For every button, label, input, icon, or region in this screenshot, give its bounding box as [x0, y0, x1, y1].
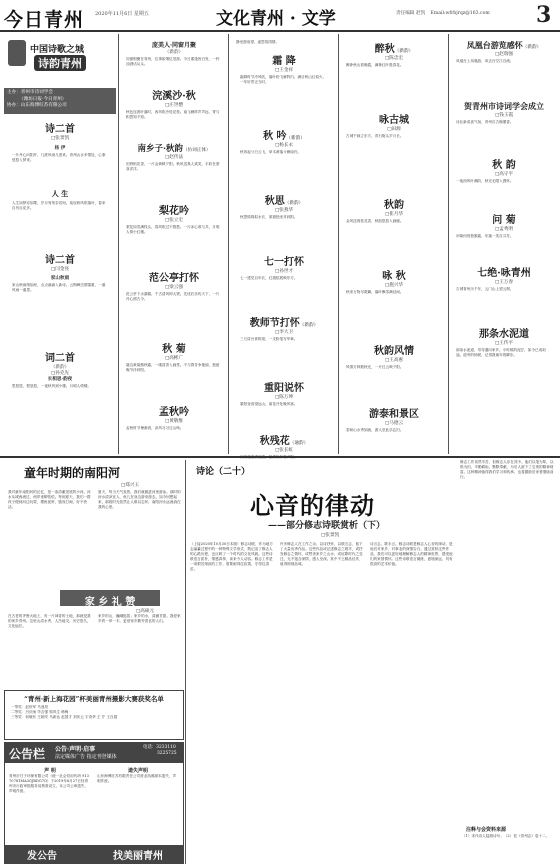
host-org: 青州市诗词学会	[20, 90, 53, 95]
poem-body: 古城千载立东方，青石街头岁月长。	[346, 134, 404, 138]
column-divider	[228, 34, 229, 454]
footer-left: 发公告	[27, 851, 57, 862]
column-5	[452, 40, 556, 450]
logo-subtitle: 诗韵青州	[34, 55, 86, 71]
classified-title: 公告栏	[9, 747, 46, 761]
poem-body: 泰和山水秀如画，游人至此乐忘归。	[346, 428, 404, 432]
poem-author: □张景凯	[50, 136, 70, 141]
poem-subtitle: 家山秋雨	[50, 276, 70, 281]
editor-info: 责任编辑 赵凯 Email:wfrbjrqz@163.com	[396, 11, 490, 16]
essay2-author: □高硕元	[135, 609, 155, 614]
column-divider	[338, 34, 339, 454]
poem-title: 秋韵风情	[374, 346, 414, 357]
poem-author: □孙世才	[274, 269, 294, 274]
poem-body: 诗社新成喜气扬，青州自古翰墨香。	[456, 120, 514, 124]
poem-subtitle: □孙克先	[50, 371, 70, 376]
poem-title: 词二首	[45, 353, 75, 364]
poem-body: 秋思绵绵似水长，寒窗独坐对斜阳。	[240, 215, 298, 219]
classified-footer	[5, 845, 183, 863]
article-column: 诗言志，歌永言。修志诗联是修志人心音的律动，是他们对家乡、对事业的深情告白。通过赏析这些作品，我们可以更好地理解修志人的精神世界，感受他们的家国情怀。这些诗联语言凝练，意境深远，具有很高的艺术价值。	[370, 542, 453, 566]
series-label: 诗论（二十）	[196, 467, 251, 477]
support-org: 山东海博旺苏有限公司	[20, 103, 67, 108]
poem-subtitle: 杨 伊	[54, 146, 66, 151]
column-divider	[448, 34, 449, 454]
poem-title: 梨花吟	[159, 206, 189, 217]
poem-body: 同窗相聚在青州，往事如烟忆旧游。今日重逢皆白发，一杯浊酒话从头。	[126, 57, 220, 66]
poem-body: 古城青州历千年，云门山上望云烟。	[456, 287, 514, 291]
poem-body: 孟秋时节暑渐消，凉风习习过山坳。	[126, 426, 184, 430]
poem-body: 七一建党百年长，红旗招展映东方。	[240, 276, 298, 280]
poem-author: （新韵）	[50, 365, 70, 370]
poem-author: □高守平	[494, 172, 514, 177]
column-2	[122, 40, 226, 450]
masthead-date: 2020年11月6日 星期五	[95, 11, 149, 17]
column-4	[342, 40, 446, 450]
essay-body: 我对童年南阳河的记忆，是一条清澈见底的小河。河水从城西流过，两岸垂柳依依。每到夏天，我们一群孩子便到河边玩耍，摸鱼捉虾，嬉戏打闹，好不快活。	[8, 490, 91, 509]
poem-author: □崔月华	[384, 212, 404, 217]
essay2-body: 在古老的齐鲁大地上，有一片神奇的土地，那就是我的家乡青州。这里山清水秀，人杰地灵，历史悠久，文化灿烂。	[8, 614, 91, 628]
poem-body: 风情万种数秋光，一片红云映夕阳。	[346, 365, 404, 369]
poem-author: □陈忠宏	[384, 56, 404, 61]
classified-sub2: 法定媒体广告 指定刊登媒体	[55, 754, 117, 760]
poem-author: □高彬广	[164, 356, 184, 361]
poem-title: 秋思（新韵）	[264, 196, 304, 207]
poem-title: 南乡子·秋韵（仿词正体）	[137, 144, 211, 154]
poem-body: 金风送爽桂花香，秋韵悠悠入画廊。	[346, 219, 404, 223]
poem-author: □王高惠	[384, 358, 404, 363]
masthead-name: 今日青州	[4, 9, 85, 31]
column-3	[232, 40, 336, 453]
poem-author: □黄敬维	[164, 419, 184, 424]
poem-body: 凤凰台上凤凰游，凤去台空江自流。	[456, 59, 514, 63]
poem-author: □杨长永	[274, 143, 294, 148]
essay2-title: 家 乡 礼 赞	[84, 597, 136, 608]
notice-2-title: 遗失声明	[127, 768, 148, 774]
poem-title: 孟秋吟	[159, 407, 189, 418]
poem-title: 庞美人·同窗月聚	[151, 42, 197, 49]
notice-title: “青州·新上海花园”杯美丽青州摄影大赛获奖名单	[24, 695, 164, 703]
poem-author: □闫金亮	[50, 267, 70, 272]
notice-1-title: 声 明	[44, 768, 56, 774]
poem-title: 秋 吟（新韵）	[263, 131, 305, 142]
poem-body: 霜降时节冷风吹，落叶纷飞雁阵归。满目秋山红似火，一年好景正当时。	[240, 75, 327, 84]
poem-title: 重阳说怀	[264, 383, 304, 394]
poem-author: □张立宏	[164, 218, 184, 223]
classified-phone: 电话：3233110 3225725	[143, 745, 177, 756]
article-headline: 心音的律动	[250, 491, 375, 520]
poem-body: 秋来万物尽斑斓，落叶飘零满径间。	[346, 290, 404, 294]
poem-body: 问菊何因独傲霜，东篱一笑自芬芳。	[456, 234, 514, 238]
poem-title: 范公亭打怀	[149, 273, 199, 284]
poem-body: 那条水泥道，弯弯通向家乡。小时候的泥泞，如今已成坦途。道旁的杨树，记得我童年的脚步。	[456, 348, 546, 357]
poem-title: 人 生	[51, 189, 69, 198]
poem-author: □张燕华	[274, 208, 294, 213]
poem-author: □梁云强	[164, 285, 184, 290]
poem-body: 一夜西风叶满阶，秋光无限入襟怀。	[456, 179, 514, 183]
poem-title: 那条水泥道	[479, 329, 529, 340]
poem-body: 人生如梦亦如歌，岁月匆匆奈若何。莫叹秋风吹落叶，春来自有百花多。	[12, 201, 106, 210]
poem-title: 秋韵	[384, 200, 404, 211]
poem-author: □施兴华	[384, 283, 404, 288]
poem-body: 家山秋雨细如丝，点点滴滴入新诗。云锁峰峦烟霭重，一番风雨一番思。	[12, 283, 106, 292]
poetry-logo	[8, 40, 98, 86]
poem-subtitle: 长相思·韵夜	[47, 377, 73, 382]
poem-title: 醉秋（新韵）	[374, 44, 414, 55]
poem-body: 篱边黄菊傲秋霜，一缕清香入画堂。不与群芳争艳丽，独留晚节伴斜阳。	[126, 363, 220, 372]
poem-author: □陈万坤	[274, 395, 294, 400]
poem-author: □张长虹	[274, 448, 294, 453]
poem-title: 诗二首	[45, 255, 75, 266]
poem-body: 思悠悠，恨悠悠，一夜秋风到小楼。月明人倚楼。	[12, 384, 92, 388]
article-column: 许多修志人在工作之余，以诗抒怀，以联言志，留下了大量优秀作品。这些作品或记述修志之艰辛，或抒发修志之情怀，或赞美家乡之山水，或讴歌时代之变迁，无不饱含深情，感人至深。其中不乏精品佳作，值得细细品味。	[280, 542, 363, 566]
notice-1-body: 青州市甘子环保有限公司（统一社会信用代码 91370781MA3GJBDG7Q）于2019年8月27日经青州市行政审批服务局核准设立，本公司公章遗失，声明作废。	[9, 774, 89, 793]
poem-author: □赵瑞强	[494, 52, 514, 57]
notice-row: 三等奖：何晓东 王朝安 马新达 赵国才 刘庆云 宇奇华 王 芹 王自超	[11, 714, 118, 719]
column-1	[4, 120, 116, 450]
poem-body: 田野稻花香，一片金黄映夕阳。秋风送爽人欢笑，丰收在望喜洋洋。	[126, 162, 220, 171]
poem-body: 秋色连波叶落时，西风吹冷桂花枝。南飞雁阵声声远，寄与相思知不知。	[126, 110, 220, 119]
poem-title: 教师节打怀（新韵）	[249, 318, 319, 329]
article-column: （上接2020年10月30日本版）修志诗联，作为地方志编纂过程中的一种特殊文学形式，既记录了修志人的心路历程，也反映了一个时代的文化风貌。这些诗联语言质朴，情感真挚，读来令人动容。修志工作是一项艰苦细致的工作，需要耐得住寂寞，守得住清贫。	[190, 542, 273, 571]
section-divider	[0, 456, 560, 458]
aside-body: （1）宋代诗人陆游诗句；（2）见《青州志》卷十二。	[462, 834, 550, 838]
classified-ads	[4, 742, 184, 864]
notice-row: 二等奖：吕庆雨 毕吉强 郭风生 韩梅	[11, 709, 69, 714]
poem-author: □庄世懋	[164, 103, 184, 108]
organizer-band: 主办：青州市诗词学会 （潍坊日报·今日青州） 协办：山东海博旺苏有限公司	[4, 88, 116, 114]
poem-title: 咏 秋	[382, 271, 406, 282]
poem-title: 浣溪沙·秋	[152, 91, 196, 102]
poem-title: 秋残花（通韵）	[259, 436, 309, 447]
masthead	[0, 0, 560, 32]
poem-author: □马德云	[384, 421, 404, 426]
essay2-title-banner	[60, 590, 160, 606]
poem-author: □田源	[387, 127, 401, 132]
classified-sub1: 公告·声明·启事	[55, 746, 96, 753]
poem-body: 重阳登高望远山，菊花开处晚风寒。	[240, 402, 298, 406]
poem-title: 问 菊	[492, 215, 516, 226]
article-author: □张景凯	[320, 533, 340, 538]
poem-author: □孟秀明	[494, 227, 514, 232]
poem-author: □李大卫	[274, 330, 294, 335]
page-number: 3	[536, 2, 552, 28]
logo-emblem	[8, 40, 26, 66]
poem-body: 梨花如雪满枝头，春风吹过不胜愁。一片冰心谁与共，月明人倚小红楼。	[126, 225, 220, 234]
essay-title-banner	[4, 462, 179, 482]
column-divider	[185, 460, 186, 864]
poem-body: 范公亭下水潺潺，千古清风仰大贤。先忧后乐传天下，一片丹心照古今。	[126, 292, 220, 301]
poem-author: □王传平	[494, 341, 514, 346]
article-column: 修志工作虽然辛苦，但修志人乐在其中。他们以笔为犁，以纸为田，辛勤耕耘，默默奉献，为后人留下了宝贵的精神财富。这种精神值得我们学习和传承，也将激励后来者继续前行。	[460, 460, 554, 479]
poem-title: 霜 降	[272, 56, 296, 67]
footer-right: 找美丽青州	[113, 851, 163, 862]
essay-title: 童年时期的南阳河	[24, 466, 121, 480]
poem-author: □王万春	[494, 280, 514, 285]
poem-title: 秋 菊	[162, 344, 186, 355]
notice-2	[97, 767, 179, 814]
logo-title: 中国诗歌之城	[30, 45, 85, 55]
poem-author: □钱玉霞	[494, 113, 514, 118]
column-divider	[118, 34, 119, 454]
essay-author: □郑兴玉	[120, 483, 140, 488]
poem-author: □赵传法	[164, 155, 184, 160]
section-title: 文化青州 · 文学	[216, 9, 336, 29]
poem-title: 咏古城	[379, 115, 409, 126]
classified-header	[5, 743, 183, 763]
poem-body	[240, 455, 328, 477]
essay-body: 夏天，每当天气炎热，我们就跳进河里游泳。那时的河水清凉宜人，鱼儿在身边游来游去。如今回想起来，那段时光依然让人难以忘怀，南阳河永远流淌在我的心里。	[98, 490, 181, 509]
essay2-body: 家乡的山，巍峨挺拔；家乡的水，清澈甘甜。我爱家乡的一草一木，更爱家乡勤劳善良的人们。	[98, 614, 181, 623]
article-subheadline: ——部分修志诗联赏析（下）	[268, 521, 386, 531]
poem-body: 醉卧秋山看晚霞，满林红叶胜春花。	[346, 63, 404, 67]
poem-title: 秋 韵	[492, 160, 516, 171]
notice-2-body: 山东海博旺苏有限责任公司营业执照副本遗失，声明作废。	[97, 774, 177, 783]
notice-1	[9, 767, 91, 834]
poem-author: □王金祥	[274, 68, 294, 73]
poem-body: 静坐窗前望，遥思故园情。	[236, 40, 280, 44]
photo-contest-notice	[4, 690, 184, 740]
aside-title: 注释与会资料来源	[466, 827, 507, 833]
poem-body: 一片丹心向阳开，几度风雨几度来。青州山水多情处，心事悠悠入梦来。	[12, 153, 106, 162]
poem-body: 三尺讲台育栋梁，一支粉笔写华章。	[240, 337, 298, 341]
poem-author: （新韵）	[164, 50, 184, 55]
poem-title: 凤凰台游览感怀（新韵）	[466, 40, 542, 50]
poem-title: 七绝·咏青州	[477, 268, 531, 279]
poem-title: 诗二首	[45, 124, 75, 135]
poem-title: 游泰和景区	[369, 409, 419, 420]
notice-row: 一等奖：赵世军 马逸昊	[11, 705, 49, 709]
poem-title: 贺青州市诗词学会成立	[464, 101, 544, 111]
poem-body: 秋风起兮白云飞，草木黄落兮雁南归。	[240, 150, 302, 154]
co-org: （潍坊日报·今日青州）	[19, 96, 67, 102]
poem-title: 七一打怀	[264, 257, 304, 268]
